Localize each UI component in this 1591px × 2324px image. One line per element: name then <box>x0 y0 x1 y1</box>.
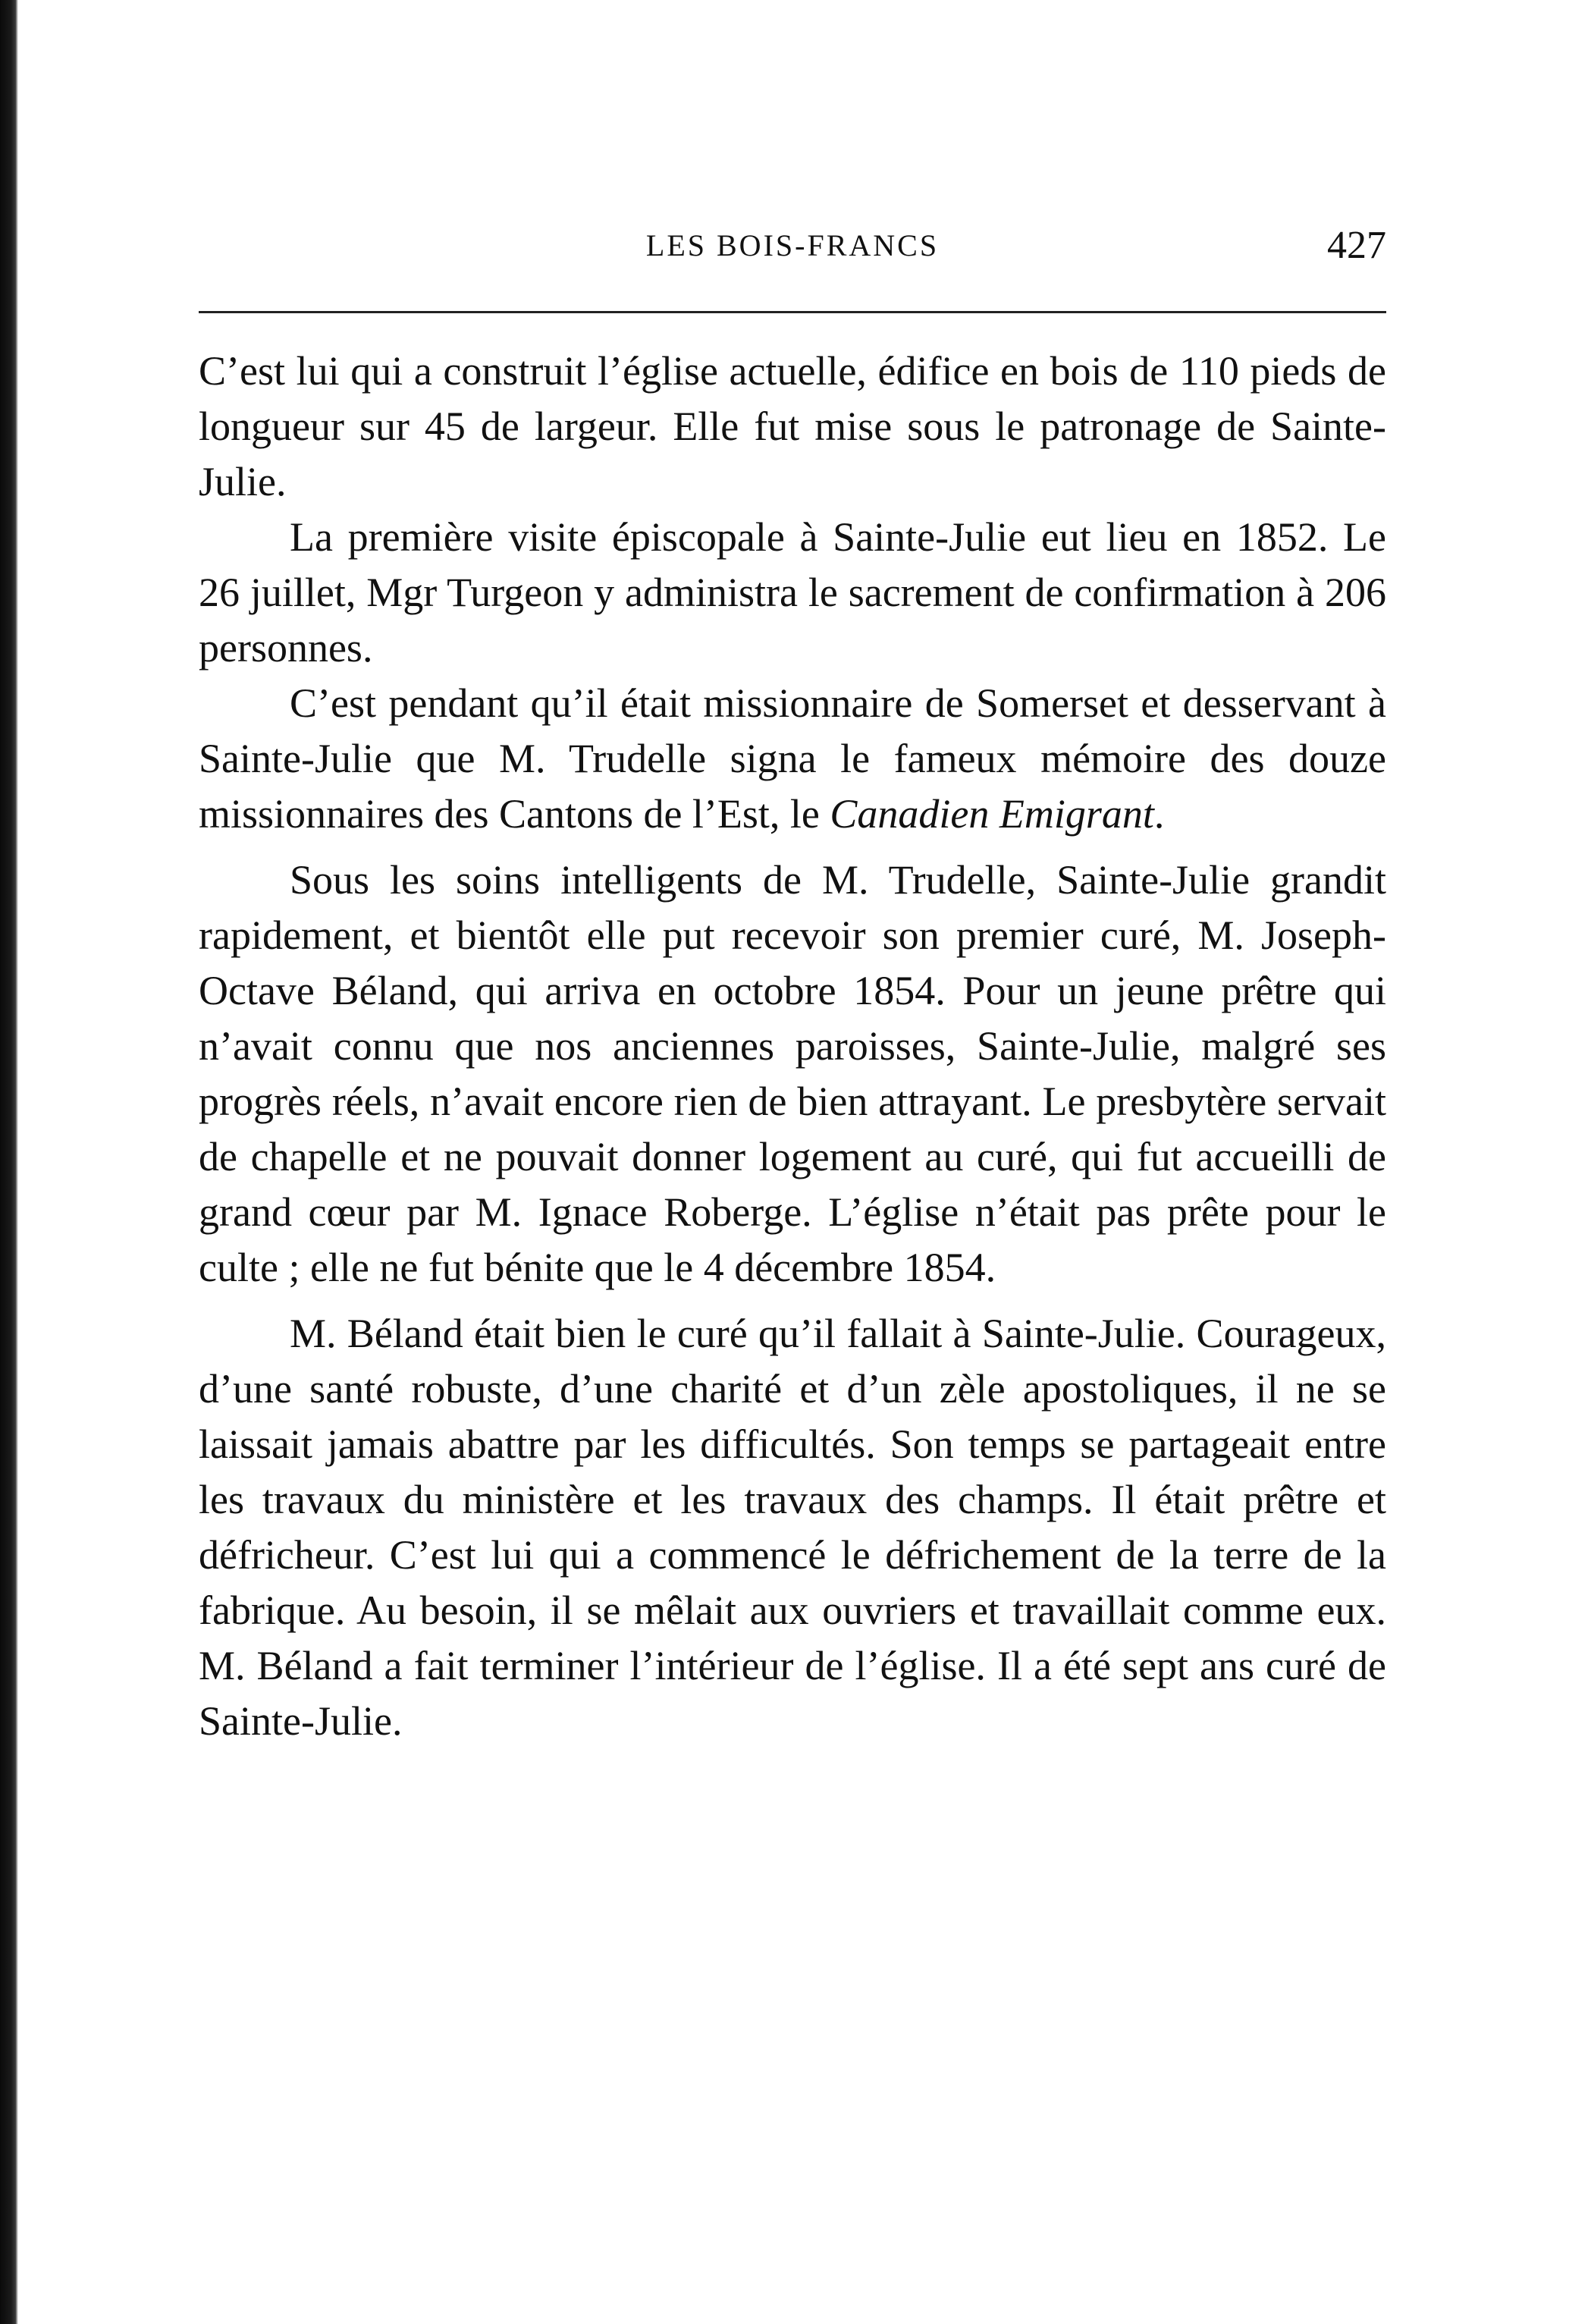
paragraph-3 <box>199 676 1386 842</box>
paragraph-5: M. Béland était bien le curé qu’il fallait à Sainte-Julie. Courageux, d’une santé robuste, d’une charité et d’un zèle apostoliques, il ne se laissait jamais abattre par les difficultés. Son temps se partageait entre les travaux du ministère et les travaux des champs. Il était prêtre et défricheur. C’est lui qui a commencé le défrichement de la terre de la fabrique. Au besoin, il se mêlait aux ouvriers et travaillait comme eux. M. Béland a fait terminer l’intérieur de l’église. Il a été sept ans curé de Sainte-Julie. <box>199 1311 1386 1744</box>
header-rule <box>199 311 1386 313</box>
running-title: LES BOIS-FRANCS <box>645 228 940 262</box>
paragraph-3-tail: . <box>1153 791 1165 837</box>
paragraph-4: Sous les soins intelligents de M. Trudelle, Sainte-Julie grandit rapidement, et bientôt elle put recevoir son premier curé, M. Joseph-Octave Béland, qui arriva en octobre 1854. Pour un jeune prêtre qui n’avait connu que nos anciennes paroisses, Sainte-Julie, malgré ses progrès réels, n’avait encore rien de bien attrayant. Le presbytère servait de chapelle et ne pouvait donner logement au curé, qui fut accueilli de grand cœur par M. Ignace Roberge. L’église n’était pas prête pour le culte ; elle ne fut bénite que le 4 décembre 1854. <box>199 857 1386 1290</box>
page-binding-edge <box>0 0 18 2324</box>
book-page <box>199 224 1386 1749</box>
paragraph-3-italic-title: Canadien Emigrant <box>830 791 1154 837</box>
running-header <box>199 224 1386 288</box>
page-number: 427 <box>1327 224 1386 267</box>
paragraph-2: La première visite épiscopale à Sainte-Julie eut lieu en 1852. Le 26 juillet, Mgr Turgeon y administra le sacrement de confirmation à 206 personnes. <box>199 514 1386 671</box>
paragraph-1: C’est lui qui a construit l’église actuelle, édifice en bois de 110 pieds de longueur sur 45 de largeur. Elle fut mise sous le patronage de Sainte-Julie. <box>199 348 1386 504</box>
paragraph-3-text: C’est pendant qu’il était missionnaire de Somerset et desservant à Sainte-Julie que M. Trudelle signa le fameux mémoire des douze missionnaires des Cantons de l’Est, le <box>199 680 1386 837</box>
body-text <box>199 344 1386 1749</box>
